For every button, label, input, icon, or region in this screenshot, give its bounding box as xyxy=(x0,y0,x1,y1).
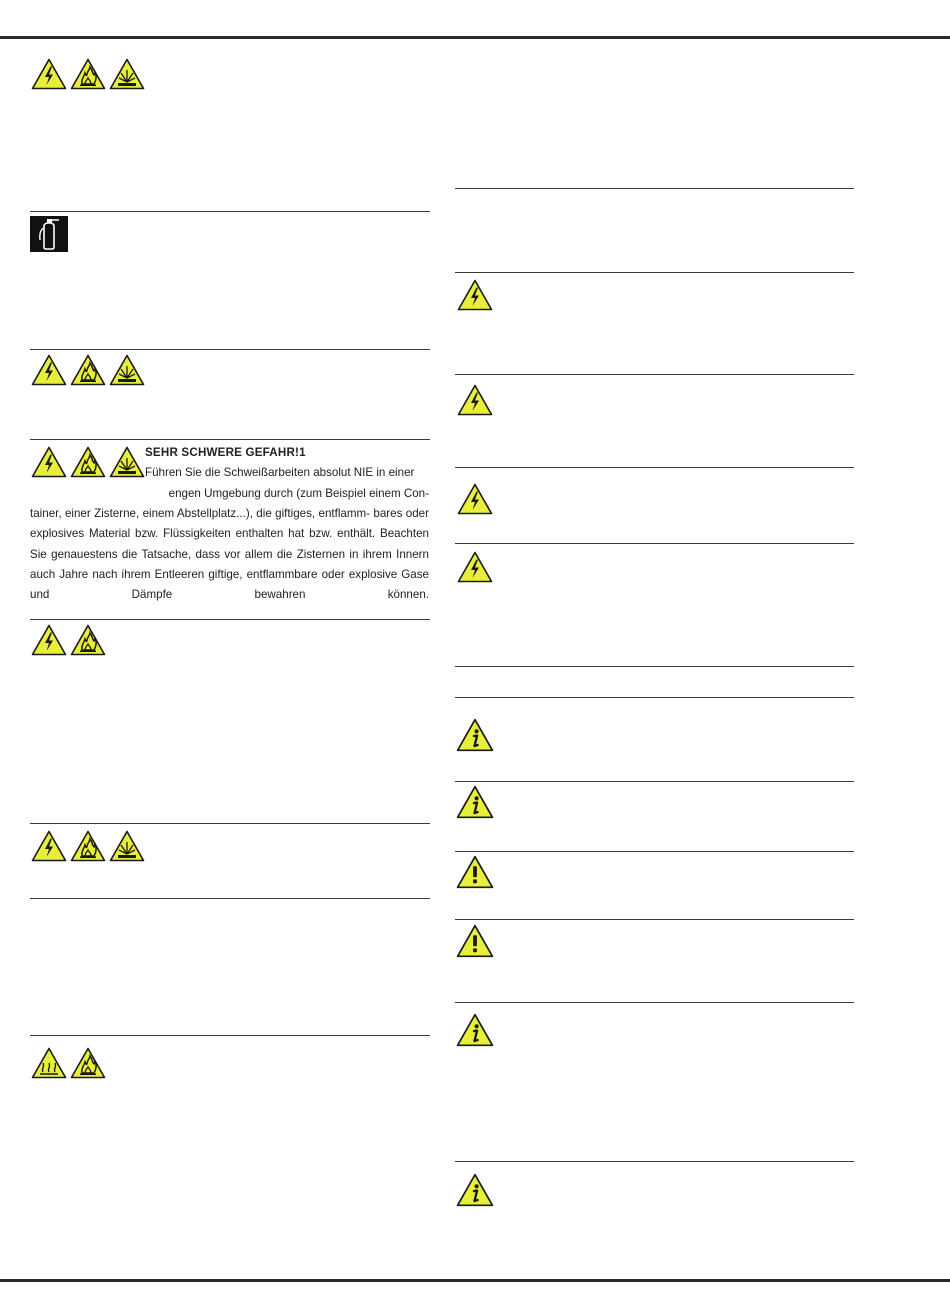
info-icon xyxy=(456,1013,494,1047)
fire-hazard-icon xyxy=(70,830,106,862)
divider xyxy=(455,467,854,468)
hazard-icon-group xyxy=(31,58,145,90)
divider xyxy=(455,697,854,698)
electric-hazard-icon xyxy=(31,58,67,90)
danger-heading: SEHR SCHWERE GEFAHR!1 xyxy=(145,446,306,459)
divider xyxy=(455,374,854,375)
info-icon xyxy=(456,1173,494,1207)
warning-icon xyxy=(456,924,494,958)
divider xyxy=(30,211,430,212)
electric-hazard-icon xyxy=(31,624,67,656)
danger-line-2: engen Umgebung durch (zum Beispiel einem Con- xyxy=(168,486,429,500)
warning-icon xyxy=(456,855,494,889)
hot-surface-icon xyxy=(31,1047,67,1079)
danger-text-body xyxy=(30,504,429,605)
fire-hazard-icon xyxy=(70,1047,106,1079)
hazard-icon-group xyxy=(31,446,145,478)
explosion-hazard-icon xyxy=(109,446,145,478)
divider xyxy=(455,272,854,273)
fire-hazard-icon xyxy=(70,354,106,386)
divider xyxy=(30,1035,430,1036)
footer-rule xyxy=(0,1279,950,1282)
electric-hazard-icon xyxy=(31,446,67,478)
fire-hazard-icon xyxy=(70,624,106,656)
divider xyxy=(455,666,854,667)
hazard-icon-group xyxy=(31,830,145,862)
hazard-icon-group xyxy=(31,624,106,656)
divider xyxy=(455,1002,854,1003)
divider xyxy=(30,439,430,440)
explosion-hazard-icon xyxy=(109,354,145,386)
electric-hazard-icon xyxy=(457,279,493,311)
electric-hazard-icon xyxy=(457,384,493,416)
info-icon xyxy=(456,718,494,752)
hazard-icon-group xyxy=(31,1047,106,1079)
divider xyxy=(455,851,854,852)
fire-hazard-icon xyxy=(70,58,106,90)
divider xyxy=(455,781,854,782)
info-icon xyxy=(456,785,494,819)
divider xyxy=(455,188,854,189)
explosion-hazard-icon xyxy=(109,830,145,862)
divider xyxy=(455,919,854,920)
hazard-icon-group xyxy=(31,354,145,386)
electric-hazard-icon xyxy=(457,483,493,515)
explosion-hazard-icon xyxy=(109,58,145,90)
electric-hazard-icon xyxy=(457,551,493,583)
danger-text-head xyxy=(145,443,429,504)
divider xyxy=(30,349,430,350)
electric-hazard-icon xyxy=(31,830,67,862)
header-rule xyxy=(0,36,950,39)
divider xyxy=(455,543,854,544)
danger-line-1: Führen Sie die Schweißarbeiten absolut NIE in einer xyxy=(145,466,415,480)
fire-hazard-icon xyxy=(70,446,106,478)
divider xyxy=(30,898,430,899)
electric-hazard-icon xyxy=(31,354,67,386)
danger-paragraph: tainer, einer Zisterne, einem Abstellplatz...), die giftiges, entflamm- bares oder explosives Material bzw. Flüssigkeiten enthalten hat bzw. enthält. Beachten Sie genauestens die Tatsache, dass vor allem die Zisternen in ihrem Innern auch Jahre nach ihrem Entleeren giftige, entflammbare oder explosive Gase und Dämpfe bewahren können. xyxy=(30,507,429,602)
fire-extinguisher-icon xyxy=(30,216,68,252)
divider xyxy=(30,619,430,620)
divider xyxy=(30,823,430,824)
divider xyxy=(455,1161,854,1162)
